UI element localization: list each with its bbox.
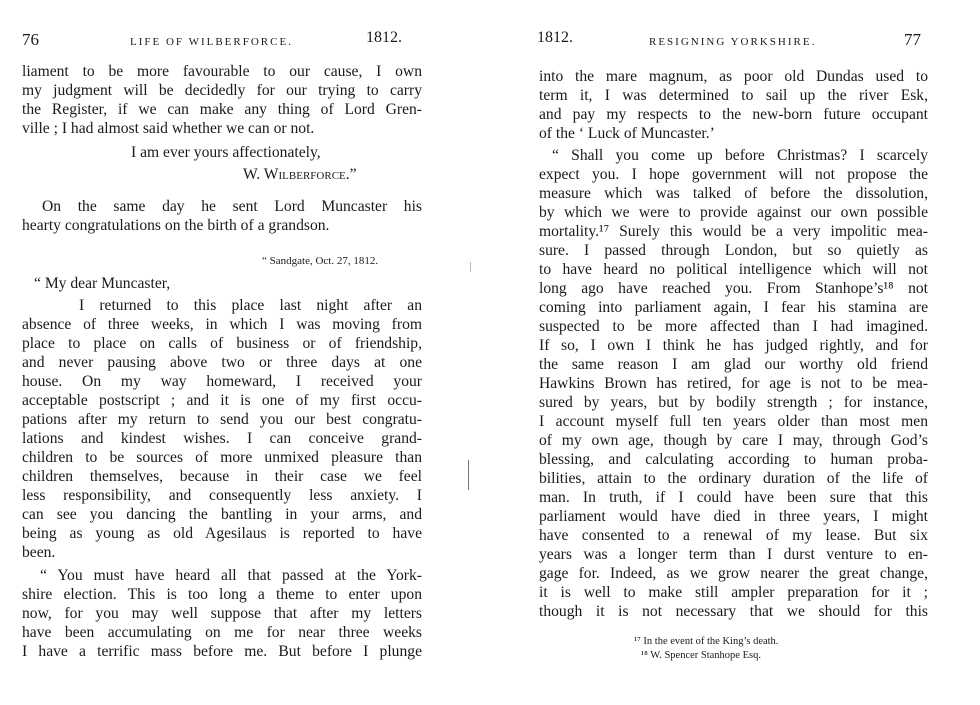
text-line: the same reason I am glad our worthy old friend — [539, 356, 928, 373]
text-line: “ Shall you come up before Christmas? I scarcely — [552, 147, 928, 164]
text-line: term it, I was determined to sail up the river Esk, — [539, 87, 928, 104]
text-line: man. In truth, if I could have been sure that this — [539, 489, 928, 506]
letter-dateline: “ Sandgate, Oct. 27, 1812. — [262, 255, 379, 267]
page-year: 1812. — [537, 29, 573, 46]
text-line: by which we were to provide against our own possible — [539, 204, 928, 221]
text-line: have consented to a renewal of my lease. But six — [539, 527, 928, 544]
text-line: measure which was talked of before the dissolution, — [539, 185, 928, 202]
footnote: ¹⁷ In the event of the King’s death. — [634, 636, 779, 647]
text-line: into the mare magnum, as poor old Dundas used to — [539, 68, 928, 85]
text-line: gage for. Indeed, as we grow nearer the great change, — [539, 565, 928, 582]
closing-line: I am ever yours affectionately, — [131, 144, 321, 161]
right-page — [490, 0, 980, 705]
page-number: 77 — [904, 30, 921, 49]
text-line: shire election. This is too long a theme to enter upon — [22, 586, 422, 603]
text-line: Hawkins Brown has retired, for age is not to be mea- — [539, 375, 928, 392]
text-line: my judgment will be decidedly for our trying to carry — [22, 82, 422, 99]
text-line: pations after my return to send you our best congratu- — [22, 411, 422, 428]
text-line: hearty congratulations on the birth of a grandson. — [22, 217, 330, 234]
text-line: though it is not necessary that we should for this — [539, 603, 928, 620]
text-line: I returned to this place last night after an — [79, 297, 422, 314]
text-line: parliament would have died in three years, I might — [539, 508, 928, 525]
text-line: place to place on calls of business or of friendship, — [22, 335, 422, 352]
running-head: RESIGNING YORKSHIRE. — [649, 36, 817, 48]
text-line: house. On my way homeward, I received your — [22, 373, 422, 390]
text-line: long ago have reached you. From Stanhope’s¹⁸ not — [539, 280, 928, 297]
text-line: the Register, if we can make any thing of Lord Gren- — [22, 101, 422, 118]
text-line: expect you. I hope government will not propose the — [539, 166, 928, 183]
text-line: absence of three weeks, in which I was moving from — [22, 316, 422, 333]
text-line: it is well to make still ampler preparation for it ; — [539, 584, 928, 601]
text-line: sured by years, but by bodily strength ; for instance, — [539, 394, 928, 411]
text-line: being as young as old Agesilaus is reported to have — [22, 525, 422, 542]
text-line: been. — [22, 544, 56, 561]
signature-line: W. Wilberforce.” — [243, 166, 357, 183]
text-line: coming into parliament again, I fear his stamina are — [539, 299, 928, 316]
text-line: suspected to be more affected than I had imagined. — [539, 318, 928, 335]
text-line: acceptable postscript ; and it is one of my first occu- — [22, 392, 422, 409]
text-line: can see you dancing the bantling in your arms, and — [22, 506, 422, 523]
text-line: On the same day he sent Lord Muncaster his — [42, 198, 422, 215]
running-head: LIFE OF WILBERFORCE. — [130, 36, 293, 48]
text-line: to have heard no political intelligence which will not — [539, 261, 928, 278]
text-line: of the ‘ Luck of Muncaster.’ — [539, 125, 715, 142]
text-line: I account myself full ten years older than most men — [539, 413, 928, 430]
salutation-line: “ My dear Muncaster, — [34, 275, 171, 292]
gutter-mark — [468, 460, 469, 490]
footnote: ¹⁸ W. Spencer Stanhope Esq. — [641, 650, 761, 661]
text-line: years was a longer term than I durst venture to en- — [539, 546, 928, 563]
text-line: mortality.¹⁷ Surely this would be a very impolitic mea- — [539, 223, 928, 240]
text-line: children themselves, because in their case we feel — [22, 468, 422, 485]
text-line: children to be sources of more unmixed pleasure than — [22, 449, 422, 466]
text-line: less responsibility, and consequently less anxiety. I — [22, 487, 422, 504]
text-line: I have a terrific mass before me. But before I plunge — [22, 643, 422, 660]
page-number: 76 — [22, 30, 39, 49]
text-line: have been accumulating on me for near three weeks — [22, 624, 422, 641]
text-line: liament to be more favourable to our cause, I own — [22, 63, 422, 80]
text-line: now, for you may well suppose that after my letters — [22, 605, 422, 622]
text-line: and pay my respects to the new-born future occupant — [539, 106, 928, 123]
gutter-mark — [470, 262, 471, 272]
page-year: 1812. — [366, 29, 402, 46]
text-line: If so, I own I think he has judged rightly, and for — [539, 337, 928, 354]
text-line: lations and kindest wishes. I can conceive grand- — [22, 430, 422, 447]
text-line: bilities, attain to the ordinary duration of the life of — [539, 470, 928, 487]
text-line: blessing, and calculating according to human proba- — [539, 451, 928, 468]
text-line: and never pausing above two or three days at one — [22, 354, 422, 371]
text-line: “ You must have heard all that passed at the York- — [40, 567, 422, 584]
text-line: ville ; I had almost said whether we can or not. — [22, 120, 315, 137]
text-line: sure. I passed through London, but so quietly as — [539, 242, 928, 259]
text-line: of my own age, though by care I may, through God’s — [539, 432, 928, 449]
